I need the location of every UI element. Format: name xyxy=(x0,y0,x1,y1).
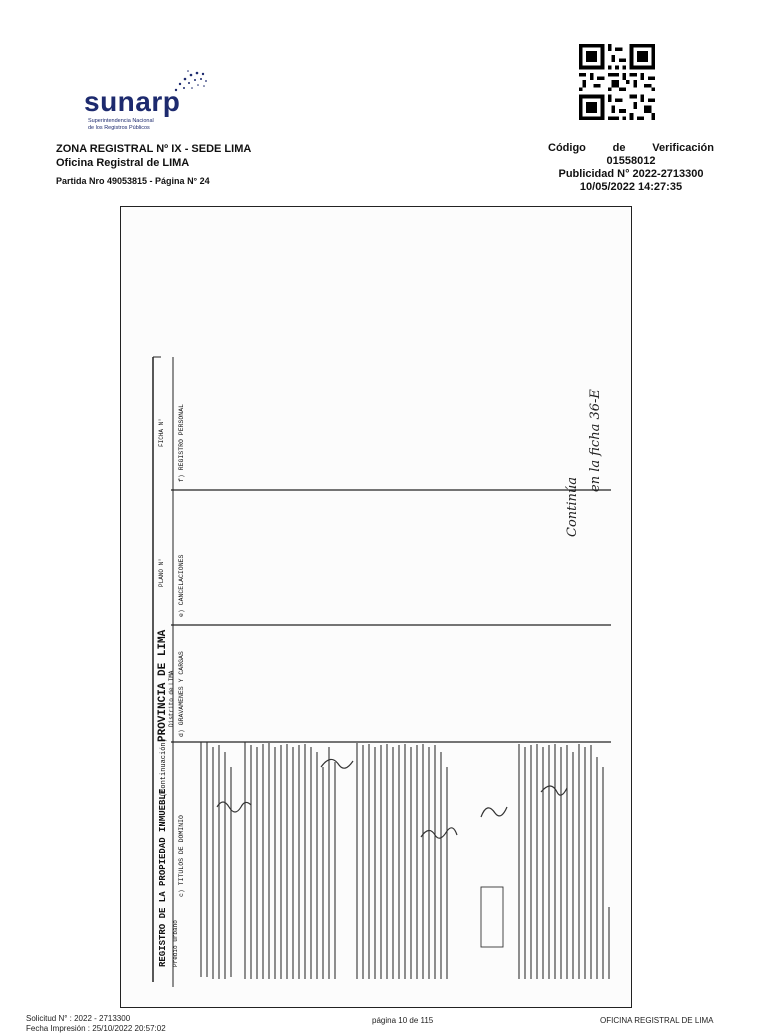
header-verification-info xyxy=(548,142,714,194)
codigo-verificacion-value: 01558012 xyxy=(606,155,656,167)
footer-solicitud: Solicitud N° : 2022 - 2713300 xyxy=(26,1014,131,1023)
handwritten-ficha: en la ficha 36-E xyxy=(588,389,603,492)
logo-subtitle-1: Superintendencia Nacional xyxy=(88,118,154,124)
oficina-registral: Oficina Registral de LIMA xyxy=(56,157,190,169)
form-distrito-value: LIMA xyxy=(168,670,175,685)
col-cancelaciones: e) CANCELACIONES xyxy=(178,554,185,617)
form-predio-label: Predio urbano xyxy=(172,920,179,967)
publicidad-date: 10/05/2022 14:27:35 xyxy=(579,181,683,193)
form-continuacion: (Continuación) xyxy=(160,738,168,797)
logo-wordmark: sunarp xyxy=(84,86,181,117)
typed-entries-block xyxy=(201,742,609,979)
col-titulos-dominio: c) TITULOS DE DOMINIO xyxy=(178,815,185,897)
col-registro-personal: f) REGISTRO PERSONAL xyxy=(178,403,185,482)
footer-request-info xyxy=(26,1014,166,1034)
form-provincia: PROVINCIA DE LIMA xyxy=(157,629,169,742)
de-word: de xyxy=(612,142,626,154)
partida-pagina: Partida Nro 49053815 - Página N° 24 xyxy=(56,176,210,186)
verificacion-word: Verificación xyxy=(652,142,714,154)
form-title: REGISTRO DE LA PROPIEDAD INMUEBLE xyxy=(158,788,168,967)
scanned-registry-page xyxy=(120,206,632,1008)
qr-code-icon xyxy=(576,44,658,120)
header-registry-info xyxy=(56,142,251,188)
sunarp-logo xyxy=(84,68,214,130)
footer-office: OFICINA REGISTRAL DE LIMA xyxy=(600,1016,714,1025)
footer-page-number: página 10 de 115 xyxy=(372,1016,434,1025)
publicidad-number: Publicidad N° 2022-2713300 xyxy=(558,168,704,180)
form-distrito-label: Distrito de xyxy=(168,687,175,727)
col-gravamenes: d) GRAVAMENES Y CARGAS xyxy=(178,651,185,737)
scan-image xyxy=(121,207,631,1007)
logo-subtitle-2: de los Registros Públicos xyxy=(88,125,150,131)
codigo-word: Código xyxy=(548,142,586,154)
codigo-verificacion-label xyxy=(548,142,714,155)
footer-fecha-impresion: Fecha Impresión : 25/10/2022 20:57:02 xyxy=(26,1024,166,1033)
handwritten-continua: Continúa xyxy=(565,476,580,537)
form-ficha-label: FICHA N° xyxy=(158,418,165,447)
form-plano-label: PLANO N° xyxy=(158,558,165,587)
zona-registral: ZONA REGISTRAL Nº IX - SEDE LIMA xyxy=(56,143,252,155)
